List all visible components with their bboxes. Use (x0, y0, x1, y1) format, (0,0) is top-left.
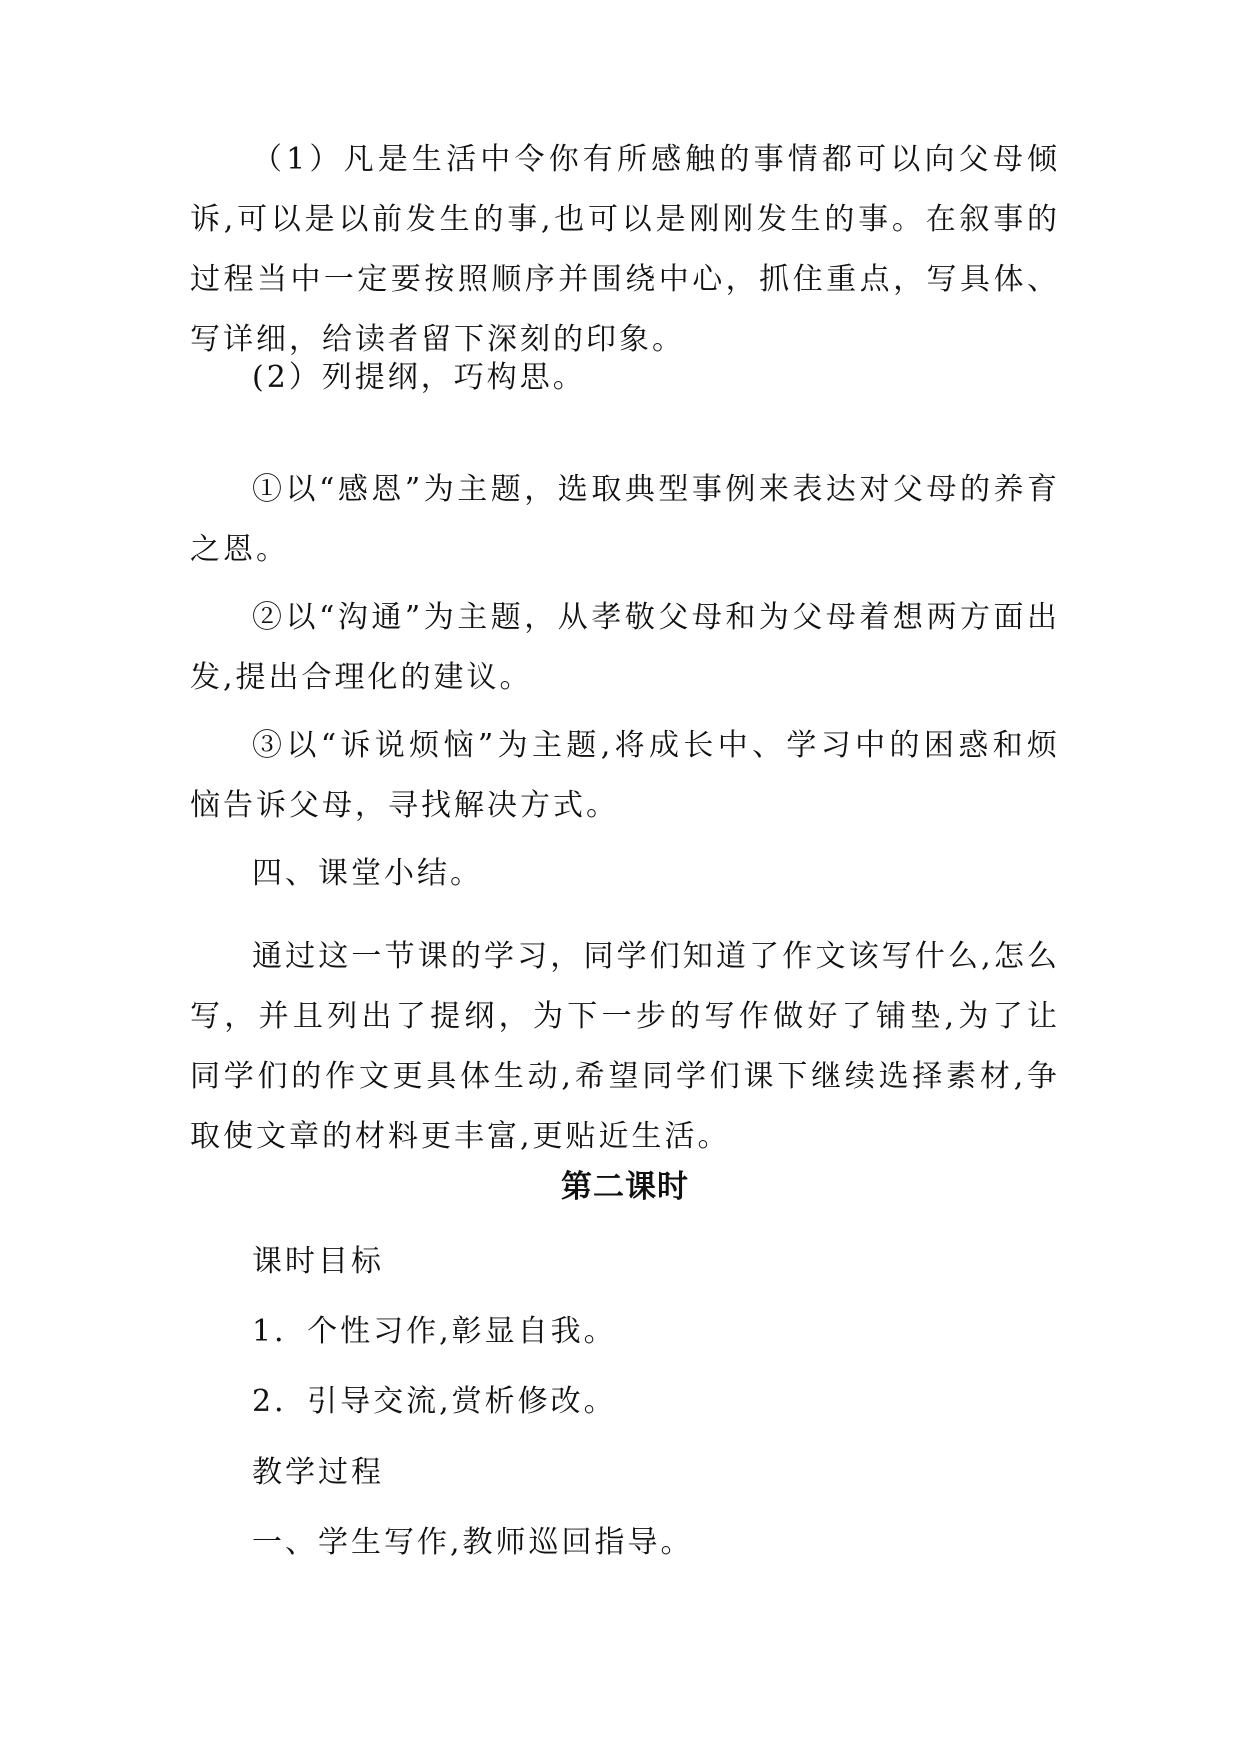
section-title: 第二课时 (561, 1169, 689, 1205)
paragraph-class-summary: 通过这一节课的学习，同学们知道了作文该写什么,怎么写，并且列出了提纲，为下一步的写作做好了铺垫,为了让同学们的作文更具体生动,希望同学们课下继续选择素材,争取使文章的材料更丰富,更贴近生活。 (190, 939, 1060, 1154)
paragraph-theme-gratitude: ①以“感恩”为主题，选取典型事例来表达对父母的养育之恩。 (190, 472, 1060, 567)
paragraph-lesson-goals-heading: 课时目标 (252, 1244, 384, 1279)
paragraph-theme-communication: ②以“沟通”为主题，从孝敬父母和为父母着想两方面出发,提出合理化的建议。 (190, 600, 1060, 695)
paragraph-class-summary-heading: 四、课堂小结。 (252, 856, 483, 891)
paragraph-outline-heading: (2）列提纲，巧构思。 (252, 360, 586, 395)
paragraph-goal-1: 1．个性习作,彰显自我。 (252, 1314, 617, 1349)
paragraph-step-1: 一、学生写作,教师巡回指导。 (252, 1525, 694, 1560)
paragraph-theme-troubles: ③以“诉说烦恼”为主题,将成长中、学习中的困惑和烦恼告诉父母，寻找解决方式。 (190, 728, 1060, 823)
paragraph-goal-2: 2．引导交流,赏析修改。 (252, 1384, 617, 1419)
paragraph-instruction-1: （1）凡是生活中令你有所感触的事情都可以向父母倾诉,可以是以前发生的事,也可以是刚刚发生的事。在叙事的过程当中一定要按照顺序并围绕中心，抓住重点，写具体、写详细，给读者留下深刻的印象。 (190, 142, 1060, 357)
paragraph-teaching-process-heading: 教学过程 (252, 1455, 384, 1490)
